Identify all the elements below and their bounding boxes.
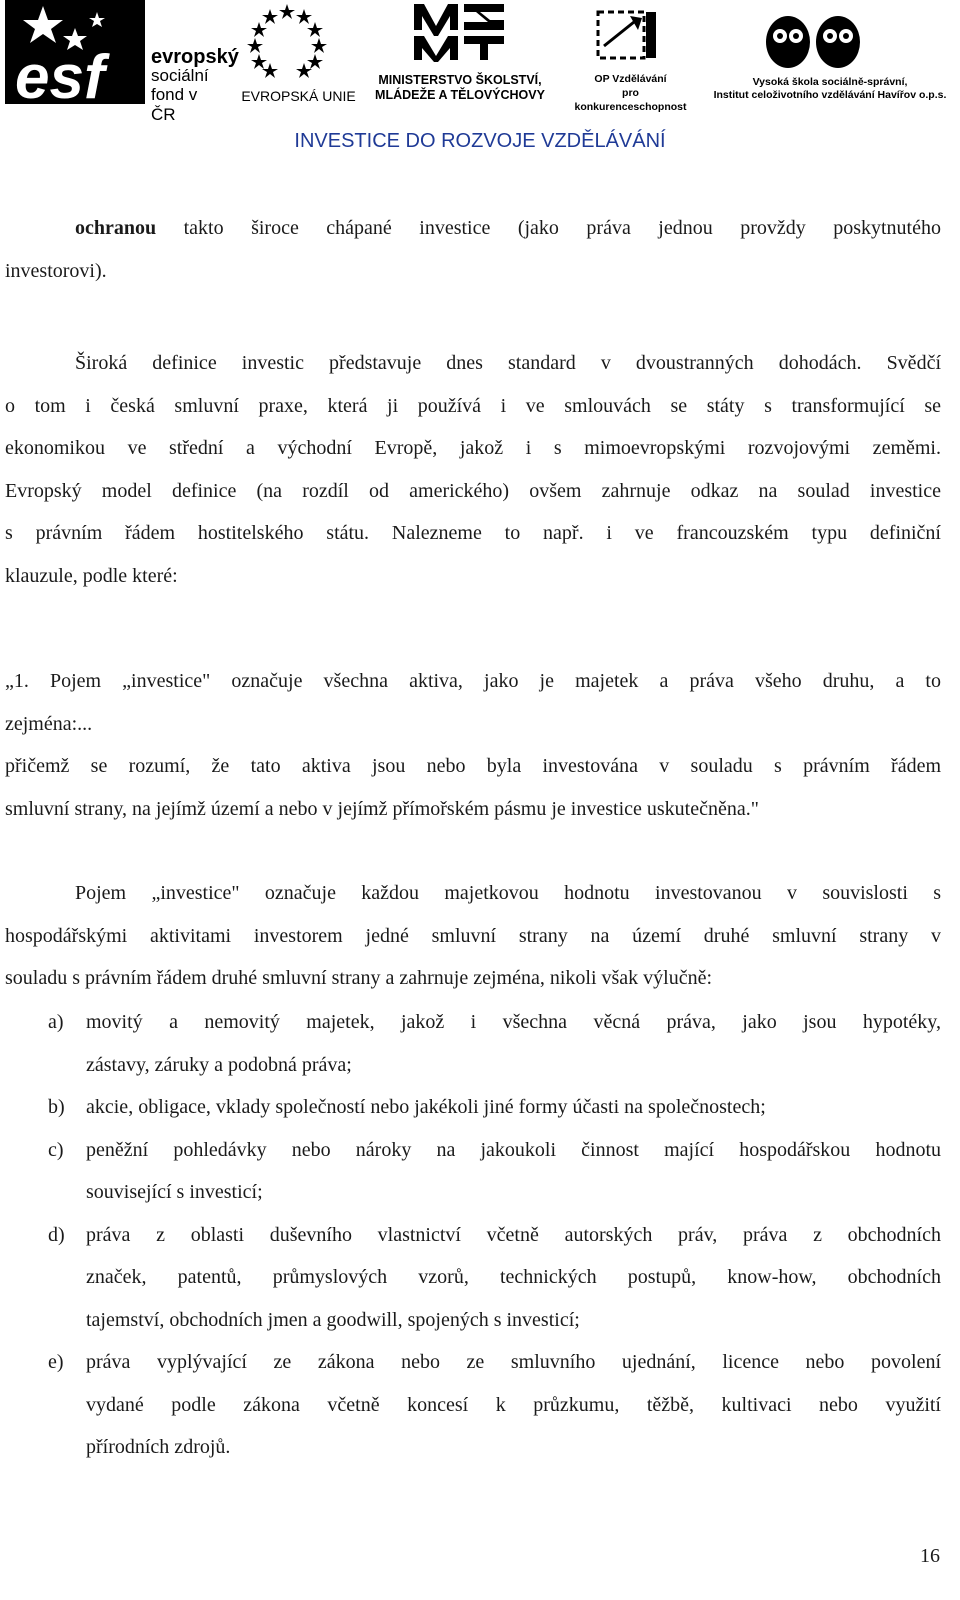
quote-paragraph	[5, 660, 941, 830]
program-title: INVESTICE DO ROZVOJE VZDĚLÁVÁNÍ	[294, 130, 666, 152]
quote-line-4: smluvní strany, na jejímž území a nebo v jejímž přímořském pásmu je investice uskutečněna."	[5, 797, 759, 820]
vs-logo	[700, 0, 960, 104]
op-arrow-mark-icon	[590, 6, 662, 68]
para2-line-1: Široká definice investic představuje dnes standard v dvoustranných dohodách. Svědčí	[75, 352, 941, 374]
list-line: zástavy, záruky a podobná práva;	[86, 1053, 352, 1076]
vs-caption	[700, 76, 960, 102]
intro-line-1	[5, 207, 941, 250]
para3-line-2: hospodářskými aktivitami investorem jedné smluvní strany na území druhé smluvní strany v	[5, 924, 941, 947]
list-line: značek, patentů, průmyslových vzorů, technických postupů, know-how, obchodních	[86, 1266, 941, 1288]
intro-bold-word: ochranou	[75, 217, 157, 239]
op-logo	[568, 0, 693, 113]
list-item-c	[48, 1129, 941, 1214]
list-line: práva vyplývající ze zákona nebo ze smluvního ujednání, licence nebo povolení	[86, 1351, 941, 1373]
para3-line-3: souladu s právním řádem druhé smluvní strany a zahrnuje zejména, nikoli však výlučně:	[5, 967, 713, 989]
intro-line-1-rest: takto široce chápané investice (jako práva jednou provždy poskytnutého	[156, 217, 941, 239]
eu-stars-icon	[242, 0, 332, 78]
msmt-logo	[370, 0, 550, 104]
list-label: d)	[48, 1223, 65, 1246]
op-caption	[568, 72, 693, 114]
page-number: 16	[920, 1545, 940, 1567]
quote-line-1: „1. Pojem „investice" označuje všechna aktiva, jako je majetek a práva všeho druhu, a to	[5, 670, 941, 692]
list-item-d	[48, 1214, 941, 1342]
msmt-line-2: MLÁDEŽE A TĚLOVÝCHOVY	[375, 88, 545, 102]
para2-line-2: o tom i česká smluvní praxe, která ji používá i ve smlouvách se státy s transformující se	[5, 394, 941, 417]
vs-owls-icon	[758, 6, 868, 72]
list-label: b)	[48, 1096, 65, 1118]
list-line: peněžní pohledávky nebo nároky na jakoukoli činnost mající hospodářskou hodnotu	[86, 1138, 941, 1161]
list-item-a	[48, 1001, 941, 1086]
intro-line-2: investorovi).	[5, 259, 107, 282]
para2-line-4: Evropský model definice (na rozdíl od amerického) ovšem zahrnuje odkaz na soulad investice	[5, 479, 941, 502]
quote-line-2: zejména:...	[5, 712, 93, 735]
list-label: e)	[48, 1351, 64, 1373]
esf-mark-icon	[5, 0, 145, 104]
paragraph-3	[5, 872, 941, 1000]
list-line: přírodních zdrojů.	[86, 1436, 231, 1458]
para3-line-1: Pojem „investice" označuje každou majetkovou hodnotu investovanou v souvislosti s	[75, 882, 941, 904]
header-logos	[0, 0, 960, 124]
list-line: akcie, obligace, vklady společností nebo jakékoli jiné formy účasti na společnostech;	[86, 1096, 766, 1118]
esf-logo	[5, 0, 239, 124]
vs-line-1: Vysoká škola sociálně-správní,	[752, 76, 908, 88]
para2-line-5: s právním řádem hostitelského státu. Nalezneme to např. i ve francouzském typu definiční	[5, 522, 941, 544]
list-label: c)	[48, 1138, 64, 1161]
op-line-2: pro konkurenceschopnost	[574, 87, 687, 113]
msmt-caption	[370, 73, 550, 103]
vs-line-2: Institut celoživotního vzdělávání Havířov o.p.s.	[713, 89, 947, 101]
op-line-1: OP Vzdělávání	[594, 73, 667, 85]
list-line: movitý a nemovitý majetek, jakož i všechna věcná práva, jako jsou hypotéky,	[86, 1011, 941, 1033]
esf-line-3: fond v ČR	[151, 85, 198, 124]
eu-caption: EVROPSKÁ UNIE	[241, 88, 356, 104]
esf-line-1: evropský	[151, 46, 239, 68]
quote-line-3: přičemž se rozumí, že tato aktiva jsou nebo byla investována v souladu s právním řádem	[5, 755, 941, 777]
svg-text:esf: esf	[15, 43, 105, 104]
list-item-b	[48, 1086, 941, 1129]
paragraph-2	[5, 342, 941, 597]
esf-line-2: sociální	[151, 66, 209, 85]
investment-list	[48, 1001, 941, 1469]
list-line: související s investicí;	[86, 1181, 263, 1203]
list-label: a)	[48, 1011, 64, 1033]
para2-line-3: ekonomikou ve střední a východní Evropě, jakož i s mimoevropskými rozvojovými zeměmi.	[5, 437, 941, 459]
list-line: tajemství, obchodních jmen a goodwill, spojených s investicí;	[86, 1308, 580, 1331]
para2-line-6: klauzule, podle které:	[5, 564, 178, 587]
msmt-monogram-icon	[410, 0, 510, 62]
list-line: vydané podle zákona včetně koncesí k průzkumu, těžbě, kultivaci nebo využití	[86, 1393, 941, 1416]
eu-logo	[236, 0, 356, 104]
list-item-e	[48, 1341, 941, 1469]
list-line: práva z oblasti duševního vlastnictví včetně autorských práv, práva z obchodních	[86, 1223, 941, 1246]
intro-paragraph	[5, 207, 941, 292]
msmt-line-1: MINISTERSTVO ŠKOLSTVÍ,	[378, 73, 542, 87]
